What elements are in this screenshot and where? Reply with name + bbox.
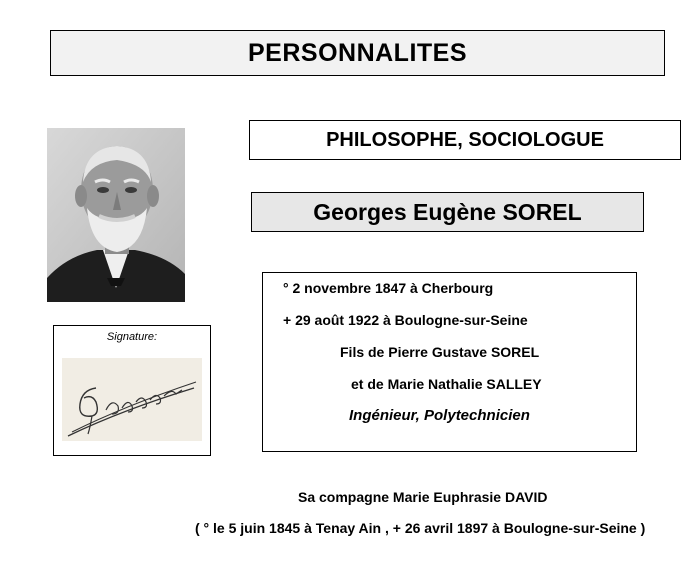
portrait-photo	[47, 128, 185, 302]
profession-text: PHILOSOPHE, SOCIOLOGUE	[326, 128, 604, 151]
father-line: Fils de Pierre Gustave SOREL	[340, 344, 540, 360]
person-name-text: Georges Eugène SOREL	[313, 198, 582, 225]
portrait-illustration	[47, 128, 185, 302]
signature-drawing	[62, 358, 202, 441]
person-name	[251, 192, 644, 232]
page-title	[50, 30, 665, 76]
companion-dates: ( ° le 5 juin 1845 à Tenay Ain , + 26 avril 1897 à Boulogne-sur-Seine )	[195, 520, 646, 536]
signature-image	[62, 358, 202, 441]
companion-name: Sa compagne Marie Euphrasie DAVID	[298, 489, 548, 505]
signature-box	[53, 325, 211, 456]
biography-box	[262, 272, 637, 452]
mother-line: et de Marie Nathalie SALLEY	[351, 376, 542, 392]
signature-label: Signature:	[106, 331, 158, 343]
occupation-line: Ingénieur, Polytechnicien	[349, 407, 530, 424]
page-title-text: PERSONNALITES	[247, 38, 468, 67]
birth-line: ° 2 novembre 1847 à Cherbourg	[283, 280, 494, 296]
death-line: + 29 août 1922 à Boulogne-sur-Seine	[283, 312, 528, 328]
profession-title	[249, 120, 681, 160]
